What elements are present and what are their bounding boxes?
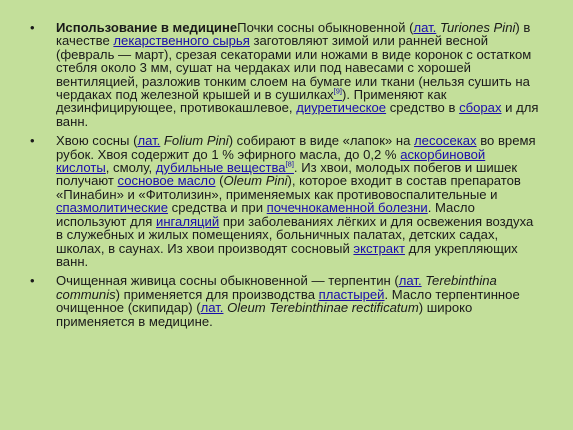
body-text: ) широко применяется в медицине. (56, 300, 473, 329)
latin-term: Folium Pini (163, 133, 229, 149)
body-text: заготовляют зимой или ранней весной (февраль — март), срезая секаторами или ножами в виде коронок с остатком стебля около 3 мм, сушат на чердаках или под навесами с хорошей вентиляцией, разложив тонким слоем на бумаге или ткани (нельзя сушить на чердаках под железной крышей и в сушилках (56, 33, 532, 103)
bullet-icon: • (30, 133, 35, 149)
list-item (20, 274, 540, 328)
text-link[interactable]: лат. (200, 300, 224, 316)
body-text: средства и при (168, 200, 267, 216)
body-text: Почки сосны обыкновенной ( (237, 20, 414, 35)
text-link[interactable]: аскорбиновой кислоты (56, 146, 486, 176)
text-link[interactable]: сосновое масло (117, 173, 216, 189)
text-link[interactable]: ингаляций (156, 213, 220, 229)
text-link[interactable]: диуретическое (296, 100, 387, 116)
list-item (20, 134, 540, 268)
body-text: Хвою сосны ( (56, 133, 138, 149)
body-text: средство в (386, 100, 460, 116)
body-text: . Из хвои, молодых побегов и шишек получают (56, 160, 518, 189)
text-link[interactable]: дубильные вещества (155, 160, 286, 176)
body-text: ), которое входит в состав препаратов «Пинабин» и «Фитолизин», применяемых как противовоспалительные и (56, 173, 521, 202)
latin-term: Turiones Pini (439, 20, 516, 35)
latin-term: Oleum Terebinthinae rectificatum (227, 300, 419, 316)
text-link[interactable]: лекарственного сырья (113, 33, 250, 49)
body-text: . Масло терпентинное очищенное (скипидар) ( (56, 286, 520, 316)
body-text: при заболеваниях лёгких и для освежения воздуха в служебных и жилых помещениях, больничных палатах, детских садах, школах, в саунах. Из хвои производят сосновый (56, 213, 534, 256)
body-text: , смолу, (105, 160, 156, 176)
footnote-link[interactable]: [8] (285, 159, 294, 169)
latin-term: Terebinthina communis (56, 273, 497, 302)
body-text: для укрепляющих ванн. (56, 240, 518, 269)
text-link[interactable]: лат. (137, 133, 161, 149)
bullet-list (20, 21, 540, 334)
body-text: ) применяется для производства (115, 286, 319, 302)
section-heading: Использование в медицине (56, 20, 238, 35)
body-text: Очищенная живица сосны обыкновенной — терпентин ( (56, 273, 399, 289)
body-text: ). Применяют как дезинфицирующее, противокашлевое, (56, 87, 447, 116)
list-item (20, 21, 540, 128)
text-link[interactable]: лат. (413, 20, 437, 35)
text-link[interactable]: сборах (459, 100, 502, 116)
body-text: и для ванн. (56, 100, 539, 129)
body-text: ) собирают в виде «лапок» на (228, 133, 415, 149)
body-text: ( (215, 173, 224, 189)
body-text: ) в качестве (56, 20, 531, 49)
bullet-icon: • (30, 20, 35, 35)
bullet-icon: • (30, 273, 35, 289)
footnote-link[interactable]: [9] (333, 86, 343, 96)
text-link[interactable]: спазмолитические (56, 200, 169, 216)
text-link[interactable]: лесосеках (414, 133, 477, 149)
body-text: . Масло используют для (56, 200, 475, 229)
body-text: во время рубок. Хвоя содержит до 1 % эфирного масла, до 0,2 % (56, 133, 536, 162)
text-link[interactable]: лат. (398, 273, 422, 289)
text-link[interactable]: пластырей (318, 286, 385, 302)
latin-term: Oleum Pini (223, 173, 288, 189)
text-link[interactable]: экстракт (353, 240, 405, 256)
text-link[interactable]: почечнокаменной болезни (266, 200, 428, 216)
